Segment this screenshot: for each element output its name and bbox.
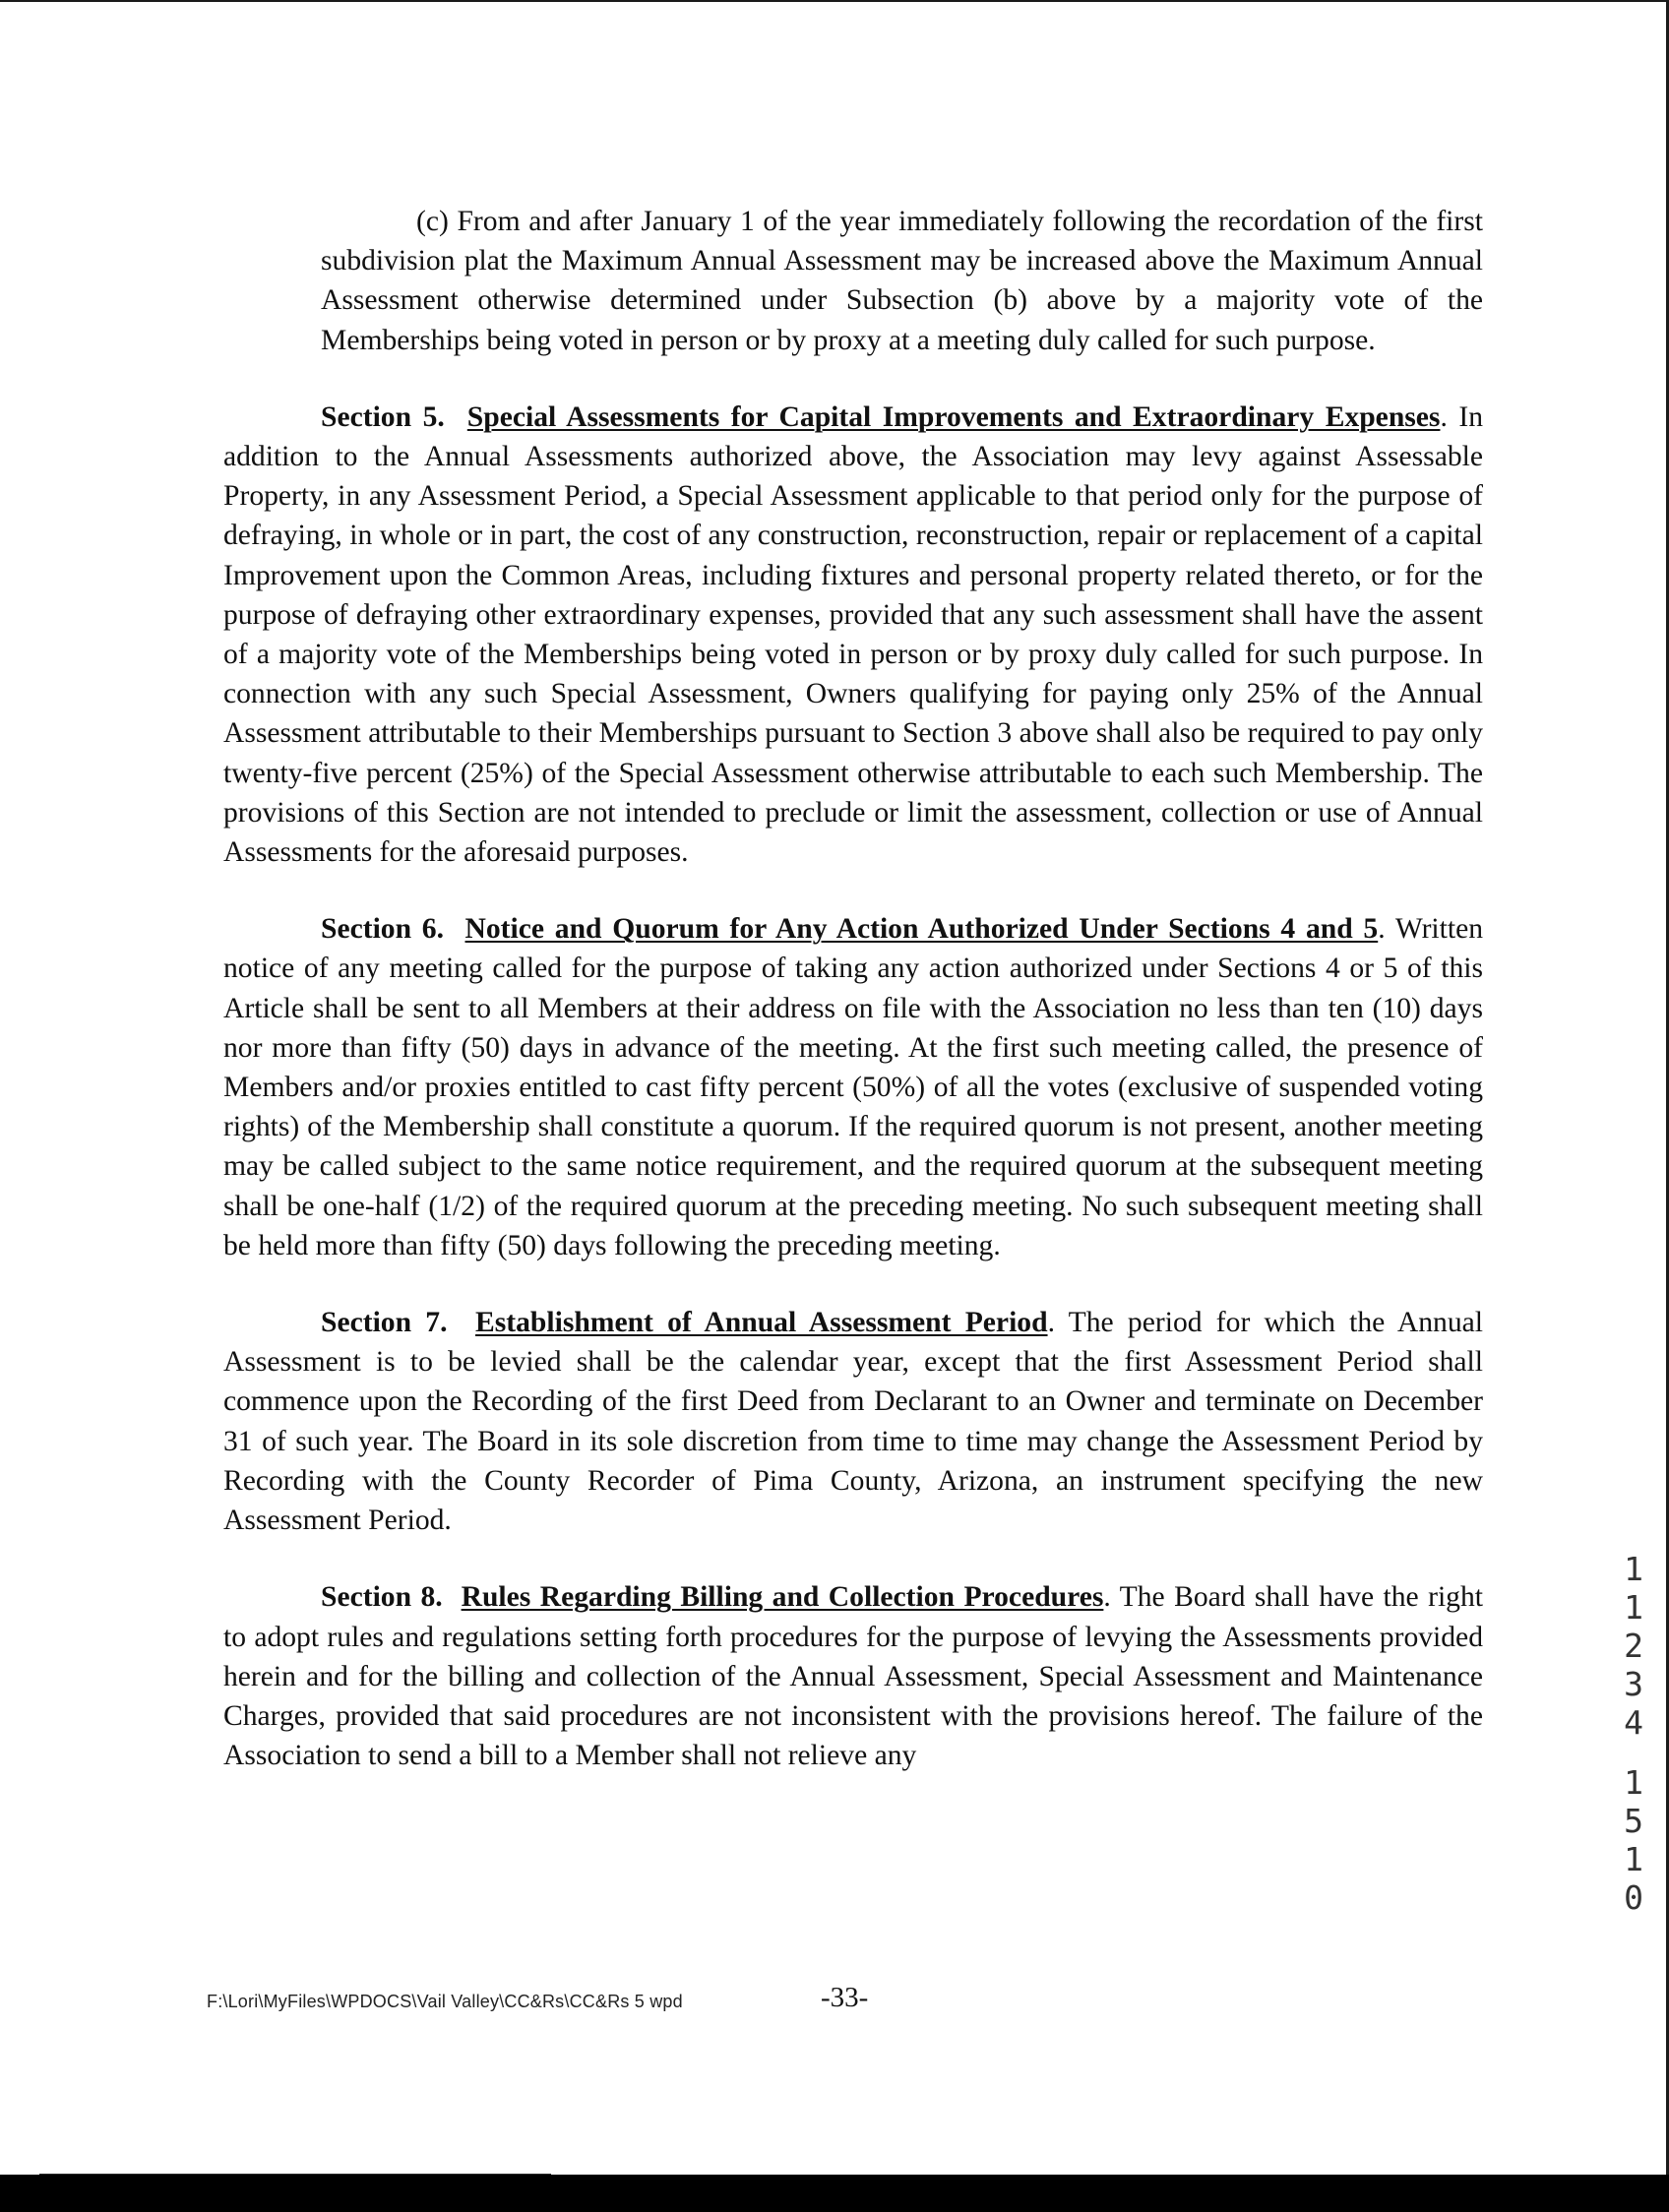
stamp-digit: 1	[1624, 1550, 1643, 1588]
section-label: Section 7.	[321, 1307, 448, 1339]
section-label: Section 5.	[321, 400, 445, 433]
stamp-digit: 2	[1624, 1627, 1643, 1665]
section-label: Section 8.	[321, 1581, 443, 1614]
stamp-digit: 1	[1624, 1763, 1643, 1802]
paragraph-text: . In addition to the Annual Assessments authorized above, the Association may levy against Assessable Property, in any Assessment Period, a Special Assessment applicable to that period only for the purpose of defraying, in whole or in part, the cost of any construction, reconstruction, repair or replacement of a capital Improvement upon the Common Areas, including fixtures and personal property related thereto, or for the purpose of defraying other extraordinary expenses, provided that any such assessment shall have the assent of a majority vote of the Memberships being voted in person or by proxy duly called for such purpose. In connection with any such Special Assessment, Owners qualifying for paying only 25% of the Annual Assessment attributable to their Memberships pursuant to Section 3 above shall also be required to pay only twenty-five percent (25%) of the Special Assessment otherwise attributable to each such Membership. The provisions of this Section are not intended to preclude or limit the assessment, collection or use of Annual Assessments for the aforesaid purposes.	[223, 400, 1484, 869]
stamp-digit: 1	[1624, 1840, 1643, 1878]
recording-stamp-group-2	[1614, 1763, 1653, 1917]
section-title: Notice and Quorum for Any Action Authorized Under Sections 4 and 5	[464, 913, 1379, 946]
recording-stamp-group-1	[1614, 1550, 1653, 1742]
section-title: Rules Regarding Billing and Collection Procedures	[461, 1581, 1104, 1614]
recording-stamp	[1614, 1550, 1653, 1938]
stamp-digit: 0	[1624, 1878, 1643, 1917]
page-number: -33-	[821, 1982, 869, 2013]
stamp-digit: 1	[1624, 1588, 1643, 1627]
footer-file-path: F:\Lori\MyFiles\WPDOCS\Vail Valley\CC&Rs\CC&Rs 5 wpd	[207, 1992, 683, 2011]
paragraph-text: . The period for which the Annual Assessment is to be levied shall be the calendar year, except that the first Assessment Period shall commence upon the Recording of the first Deed from Declarant to an Owner and terminate on December 31 of such year. The Board in its sole discretion from time to time may change the Assessment Period by Recording with the County Recorder of Pima County, Arizona, an instrument specifying the new Assessment Period.	[223, 1307, 1484, 1537]
section-label: Section 6.	[321, 913, 445, 946]
paragraph-text: . Written notice of any meeting called for the purpose of taking any action authorized under Sections 4 or 5 of this Article shall be sent to all Members at their address on file with the Association no less than ten (10) days nor more than fifty (50) days in advance of the meeting. At the first such meeting called, the presence of Members and/or proxies entitled to cast fifty percent (50%) of all the votes (exclusive of suspended voting rights) of the Membership shall constitute a quorum. If the required quorum is not present, another meeting may be called subject to the same notice requirement, and the required quorum at the subsequent meeting shall be one-half (1/2) of the required quorum at the preceding meeting. No such subsequent meeting shall be held more than fifty (50) days following the preceding meeting.	[223, 913, 1484, 1261]
section-title: Establishment of Annual Assessment Period	[475, 1307, 1048, 1339]
section-title: Special Assessments for Capital Improvements and Extraordinary Expenses	[466, 400, 1441, 433]
paragraph-section-8	[223, 1577, 1483, 1775]
stamp-digit: 5	[1624, 1802, 1643, 1840]
scan-edge-bottom	[0, 2175, 1669, 2212]
stamp-digit: 3	[1624, 1665, 1643, 1703]
paragraph-text: . The Board shall have the right to adopt rules and regulations setting forth procedures for the purpose of levying the Assessments provided herein and for the billing and collection of the Annual Assessment, Special Assessment and Maintenance Charges, provided that said procedures are not inconsistent with the provisions hereof. The failure of the Association to send a bill to a Member shall not relieve any	[223, 1581, 1483, 1772]
paragraph-subsection-c	[321, 202, 1483, 360]
paragraph-section-6	[223, 909, 1483, 1265]
paragraph-text: (c) From and after January 1 of the year immediately following the recordation of the first subdivision plat the Maximum Annual Assessment may be increased above the Maximum Annual Assessment otherwise determined under Subsection (b) above by a majority vote of the Memberships being voted in person or by proxy at a meeting duly called for such purpose.	[321, 206, 1483, 356]
scan-edge-top	[0, 0, 1669, 2]
paragraph-section-5	[223, 398, 1483, 872]
paragraph-section-7	[223, 1303, 1483, 1540]
document-body	[223, 202, 1483, 1813]
page-footer	[207, 1982, 994, 2021]
stamp-digit: 4	[1624, 1703, 1643, 1742]
